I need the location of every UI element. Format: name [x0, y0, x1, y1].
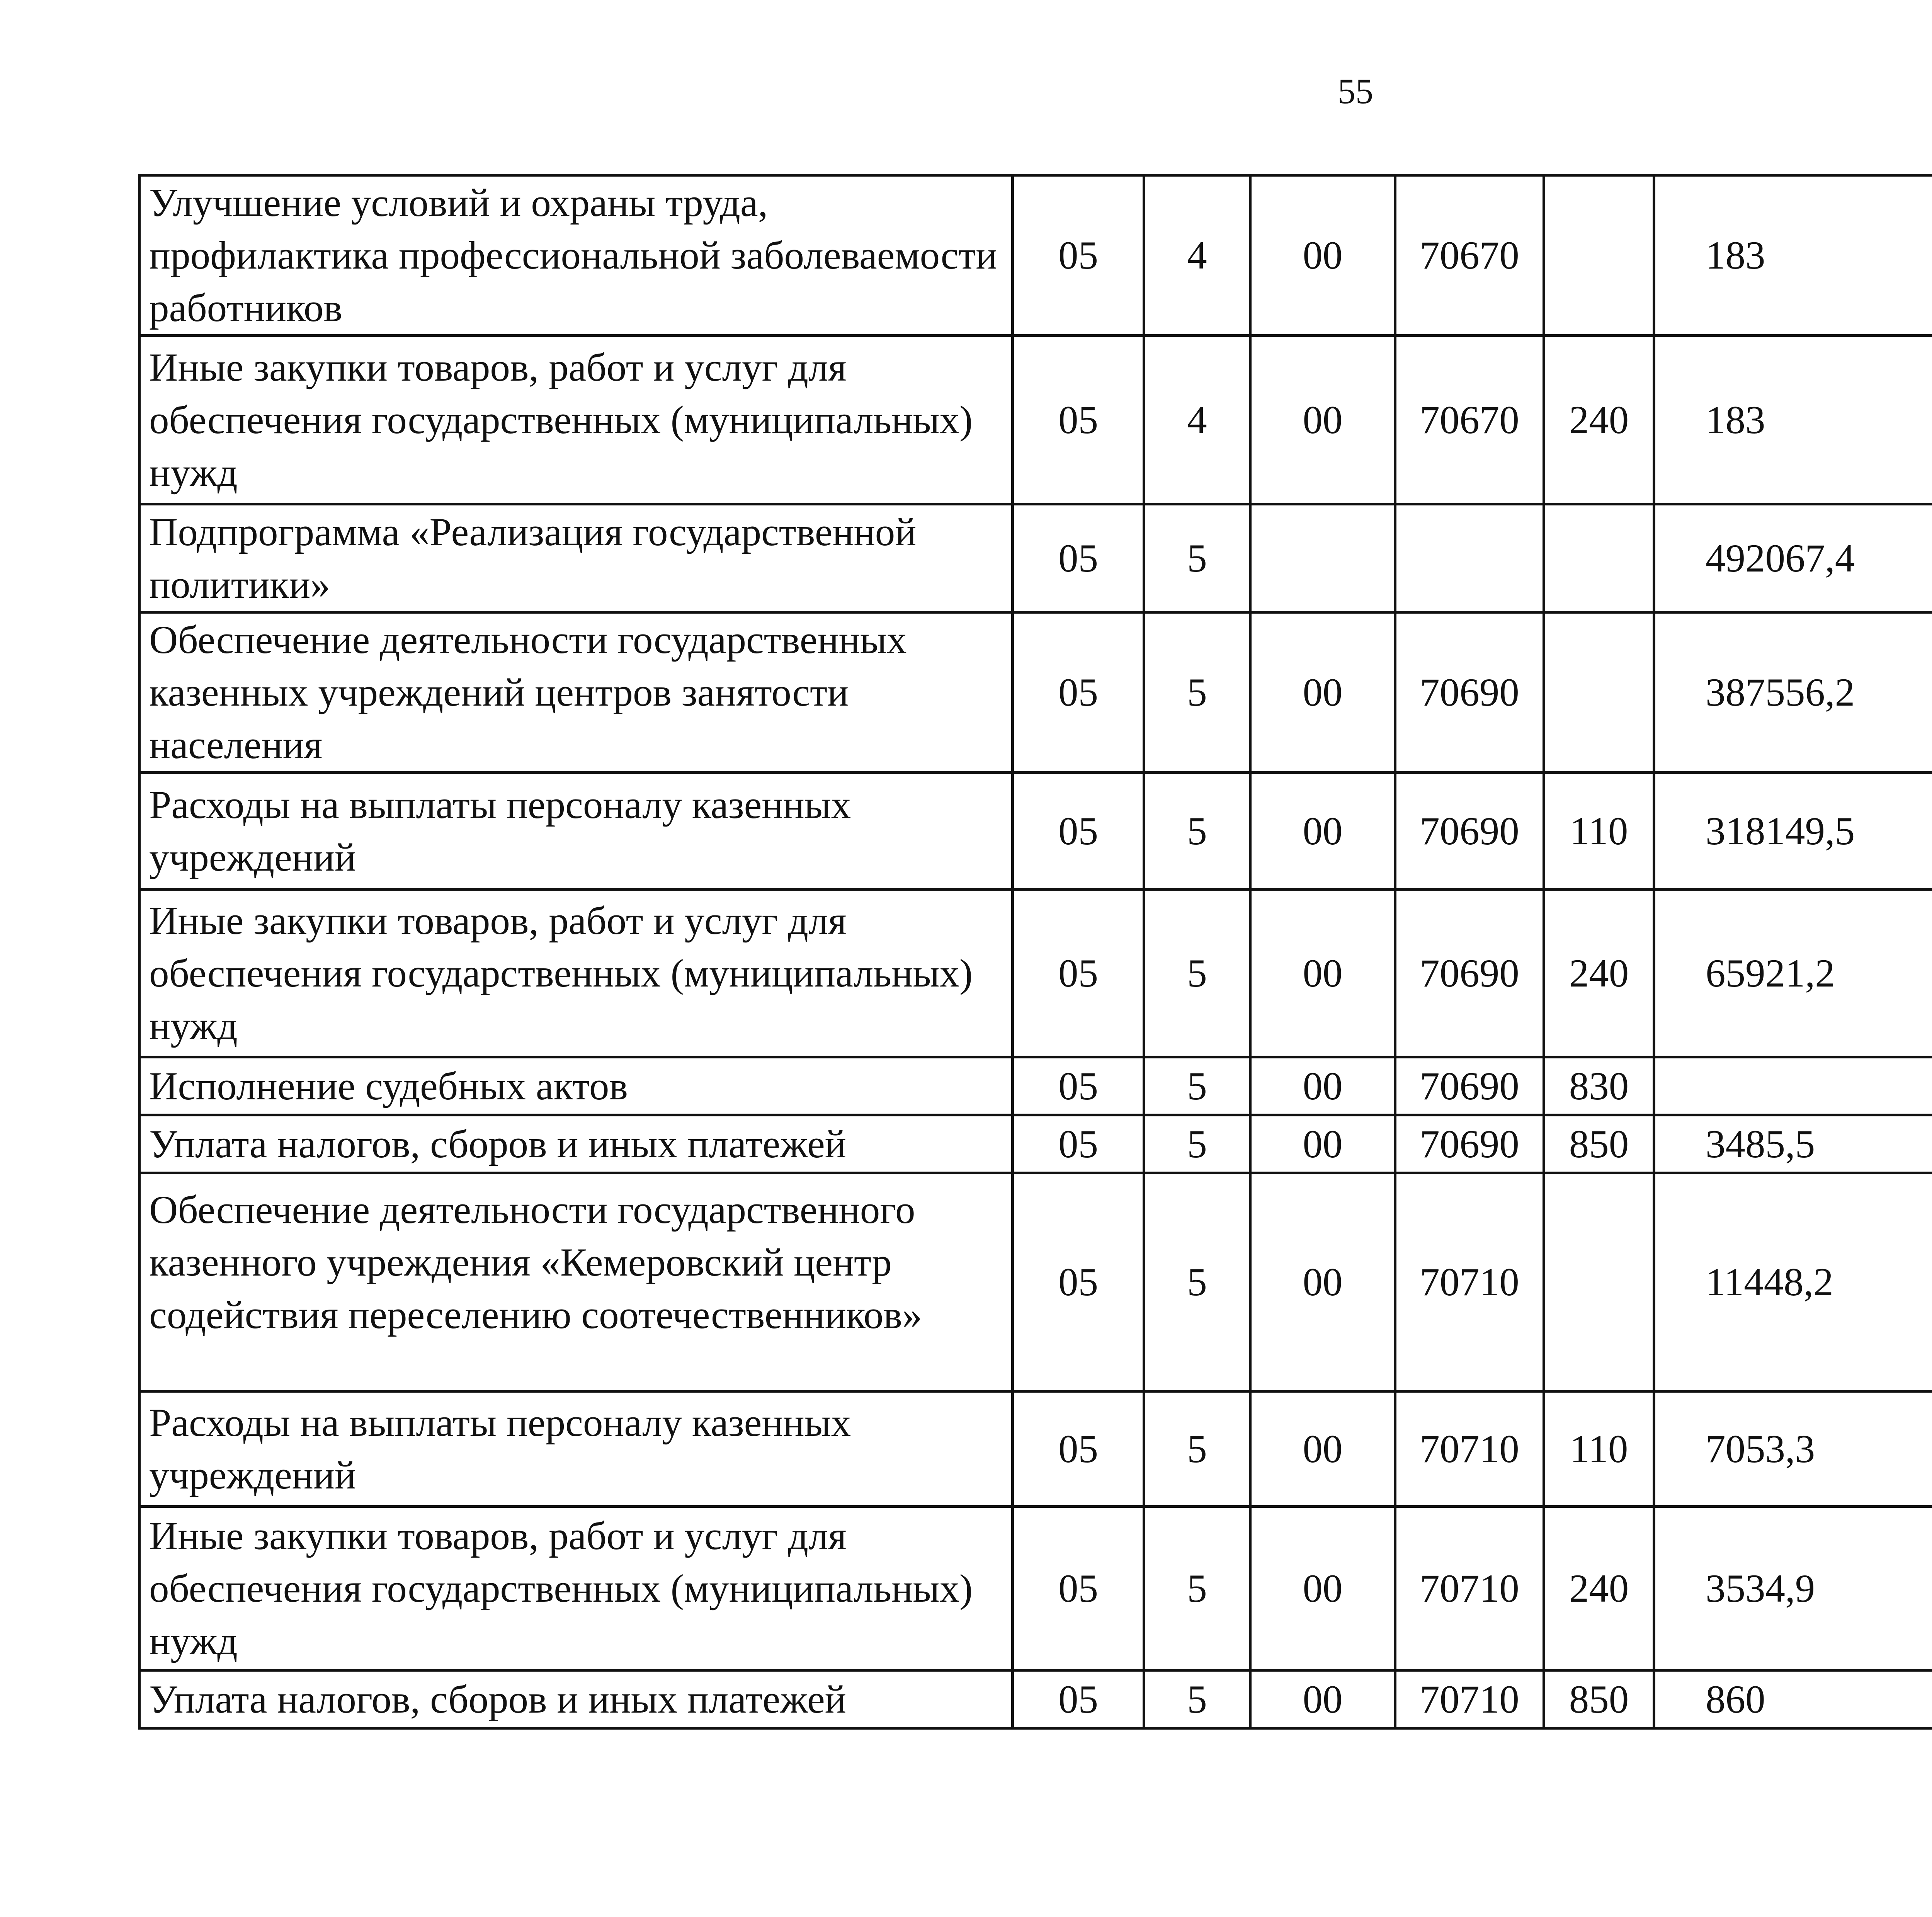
direction-code: 70670: [1395, 175, 1544, 336]
table-row: [139, 1670, 1932, 1728]
section-code: 05: [1013, 1115, 1144, 1173]
expense-type-code: [1544, 175, 1654, 336]
amount-1: [1654, 1057, 1932, 1115]
expense-type-code: 830: [1544, 1057, 1654, 1115]
expense-type-code: [1544, 1173, 1654, 1391]
section-code: 05: [1013, 1670, 1144, 1728]
program-code: 5: [1144, 1173, 1250, 1391]
direction-code: 70690: [1395, 1115, 1544, 1173]
section-code: 05: [1013, 1391, 1144, 1507]
row-name: Иные закупки товаров, работ и услуг для обеспечения государственных (муниципальных) нужд: [139, 1507, 1013, 1670]
amount-1: 7053,3: [1654, 1391, 1932, 1507]
subprogram-code: 00: [1250, 1115, 1395, 1173]
program-code: 5: [1144, 504, 1250, 612]
amount-1: 183: [1654, 336, 1932, 504]
subprogram-code: 00: [1250, 1670, 1395, 1728]
row-name: Улучшение условий и охраны труда, профилактика профессиональной заболеваемости работников: [139, 175, 1013, 336]
program-code: 5: [1144, 1057, 1250, 1115]
expense-type-code: 240: [1544, 1507, 1654, 1670]
direction-code: 70690: [1395, 773, 1544, 890]
expense-type-code: 850: [1544, 1670, 1654, 1728]
section-code: 05: [1013, 175, 1144, 336]
subprogram-code: 00: [1250, 1173, 1395, 1391]
amount-1: 11448,2: [1654, 1173, 1932, 1391]
program-code: 5: [1144, 1115, 1250, 1173]
direction-code: 70710: [1395, 1507, 1544, 1670]
row-name: Подпрограмма «Реализация государственной политики»: [139, 504, 1013, 612]
table-row: [139, 1057, 1932, 1115]
amount-1: 860: [1654, 1670, 1932, 1728]
table-row: [139, 1173, 1932, 1391]
expense-type-code: [1544, 504, 1654, 612]
program-code: 5: [1144, 1507, 1250, 1670]
subprogram-code: 00: [1250, 612, 1395, 773]
direction-code: 70690: [1395, 890, 1544, 1057]
expense-type-code: 850: [1544, 1115, 1654, 1173]
section-code: 05: [1013, 504, 1144, 612]
table-row: [139, 1115, 1932, 1173]
subprogram-code: 00: [1250, 773, 1395, 890]
amount-1: 492067,4: [1654, 504, 1932, 612]
amount-1: 318149,5: [1654, 773, 1932, 890]
row-name: Расходы на выплаты персоналу казенных учреждений: [139, 773, 1013, 890]
direction-code: 70710: [1395, 1391, 1544, 1507]
table-row: [139, 773, 1932, 890]
amount-1: 183: [1654, 175, 1932, 336]
section-code: 05: [1013, 612, 1144, 773]
subprogram-code: 00: [1250, 336, 1395, 504]
table-row: [139, 175, 1932, 336]
program-code: 5: [1144, 1670, 1250, 1728]
budget-table: [138, 174, 1932, 1730]
table-row: [139, 1391, 1932, 1507]
table-row: [139, 504, 1932, 612]
row-name: Расходы на выплаты персоналу казенных учреждений: [139, 1391, 1013, 1507]
row-name: Уплата налогов, сборов и иных платежей: [139, 1115, 1013, 1173]
page-number: 55: [1338, 71, 1373, 111]
section-code: 05: [1013, 1507, 1144, 1670]
subprogram-code: 00: [1250, 175, 1395, 336]
direction-code: 70670: [1395, 336, 1544, 504]
row-name: Иные закупки товаров, работ и услуг для обеспечения государственных (муниципальных) нужд: [139, 890, 1013, 1057]
row-name: Уплата налогов, сборов и иных платежей: [139, 1670, 1013, 1728]
expense-type-code: 110: [1544, 773, 1654, 890]
subprogram-code: 00: [1250, 1057, 1395, 1115]
direction-code: 70690: [1395, 612, 1544, 773]
table-row: [139, 1507, 1932, 1670]
table-row: [139, 336, 1932, 504]
section-code: 05: [1013, 1173, 1144, 1391]
amount-1: 3534,9: [1654, 1507, 1932, 1670]
expense-type-code: 110: [1544, 1391, 1654, 1507]
amount-1: 65921,2: [1654, 890, 1932, 1057]
row-name: Исполнение судебных актов: [139, 1057, 1013, 1115]
subprogram-code: 00: [1250, 1391, 1395, 1507]
program-code: 5: [1144, 1391, 1250, 1507]
program-code: 5: [1144, 890, 1250, 1057]
amount-1: 3485,5: [1654, 1115, 1932, 1173]
direction-code: 70710: [1395, 1173, 1544, 1391]
amount-1: 387556,2: [1654, 612, 1932, 773]
expense-type-code: 240: [1544, 890, 1654, 1057]
subprogram-code: [1250, 504, 1395, 612]
program-code: 5: [1144, 612, 1250, 773]
expense-type-code: [1544, 612, 1654, 773]
table-row: [139, 612, 1932, 773]
program-code: 4: [1144, 175, 1250, 336]
subprogram-code: 00: [1250, 1507, 1395, 1670]
section-code: 05: [1013, 890, 1144, 1057]
direction-code: 70690: [1395, 1057, 1544, 1115]
row-name: Обеспечение деятельности государственного казенного учреждения «Кемеровский центр содействия переселению соотечественников»: [139, 1173, 1013, 1391]
direction-code: [1395, 504, 1544, 612]
section-code: 05: [1013, 1057, 1144, 1115]
row-name: Иные закупки товаров, работ и услуг для обеспечения государственных (муниципальных) нужд: [139, 336, 1013, 504]
subprogram-code: 00: [1250, 890, 1395, 1057]
section-code: 05: [1013, 773, 1144, 890]
expense-type-code: 240: [1544, 336, 1654, 504]
section-code: 05: [1013, 336, 1144, 504]
program-code: 4: [1144, 336, 1250, 504]
row-name: Обеспечение деятельности государственных казенных учреждений центров занятости населения: [139, 612, 1013, 773]
program-code: 5: [1144, 773, 1250, 890]
direction-code: 70710: [1395, 1670, 1544, 1728]
table-row: [139, 890, 1932, 1057]
